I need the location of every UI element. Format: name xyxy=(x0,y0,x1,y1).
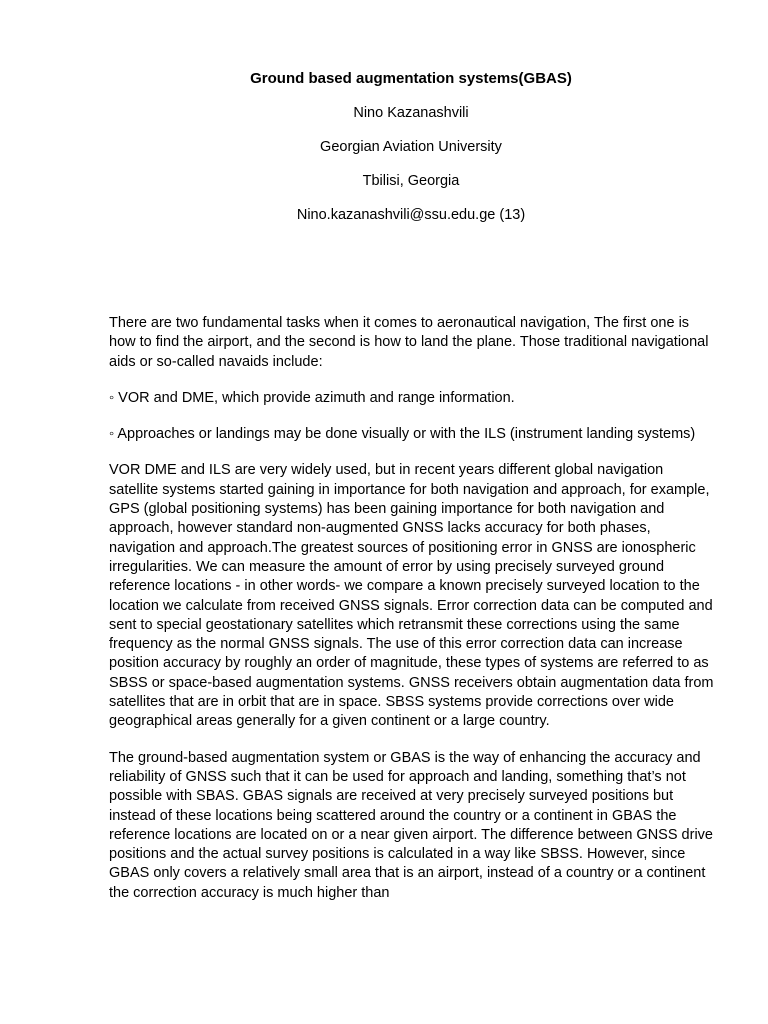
author-location: Tbilisi, Georgia xyxy=(362,173,460,189)
intro-paragraph: There are two fundamental tasks when it comes to aeronautical navigation, The first one is how to find the airport, and the second is how to land the plane. Those traditional navigational aids or so-called navaids include: xyxy=(109,315,709,370)
author-name: Nino Kazanashvili xyxy=(353,105,469,121)
paper-header xyxy=(0,66,768,236)
author-email: Nino.kazanashvili@ssu.edu.ge (13) xyxy=(296,207,526,223)
bullet-item-vor-dme: ◦ VOR and DME, which provide azimuth and range information. xyxy=(109,389,515,406)
bullet-item-approaches: ◦ Approaches or landings may be done visually or with the ILS (instrument landing systems) xyxy=(109,426,696,443)
body-paragraph-gnss: VOR DME and ILS are very widely used, but in recent years different global navigation satellite systems started gaining in importance for both navigation and approach, for example, GPS (global positioning systems) has been gaining importance for both navigation and approach, however standard non-augmented GNSS lacks accuracy for both phases, navigation and approach.The greatest sources of positioning error in GNSS are ionospheric irregularities. We can measure the amount of error by using precisely surveyed ground reference locations - in other words- we compare a known precisely surveyed location to the location we calculate from received GNSS signals. Error correction data can be computed and sent to special geostationary satellites which retransmit these corrections using the same frequency as the normal GNSS signals. The use of this error correction data can increase position accuracy by roughly an order of magnitude, these types of systems are referred to as SBSS or space-based augmentation systems. GNSS receivers obtain augmentation data from satellites that are in orbit that are in space. SBSS systems provide corrections over wide geographical areas generally for a given continent or a large country. xyxy=(109,462,714,730)
paper-title: Ground based augmentation systems(GBAS) xyxy=(250,70,572,87)
body-paragraph-gbas: The ground-based augmentation system or GBAS is the way of enhancing the accuracy and reliability of GNSS such that it can be used for approach and landing, something that’s not possible with SBAS. GBAS signals are received at very precisely surveyed positions but instead of these locations being scattered around the country or a continent in GBAS the reference locations are located on or a near given airport. The difference between GNSS drive positions and the actual survey positions is calculated in a way like SBSS. However, since GBAS only covers a relatively small area that is an airport, instead of a country or a continent the correction accuracy is much higher than xyxy=(109,749,713,901)
author-affiliation: Georgian Aviation University xyxy=(320,139,502,155)
paper-body xyxy=(109,314,715,920)
